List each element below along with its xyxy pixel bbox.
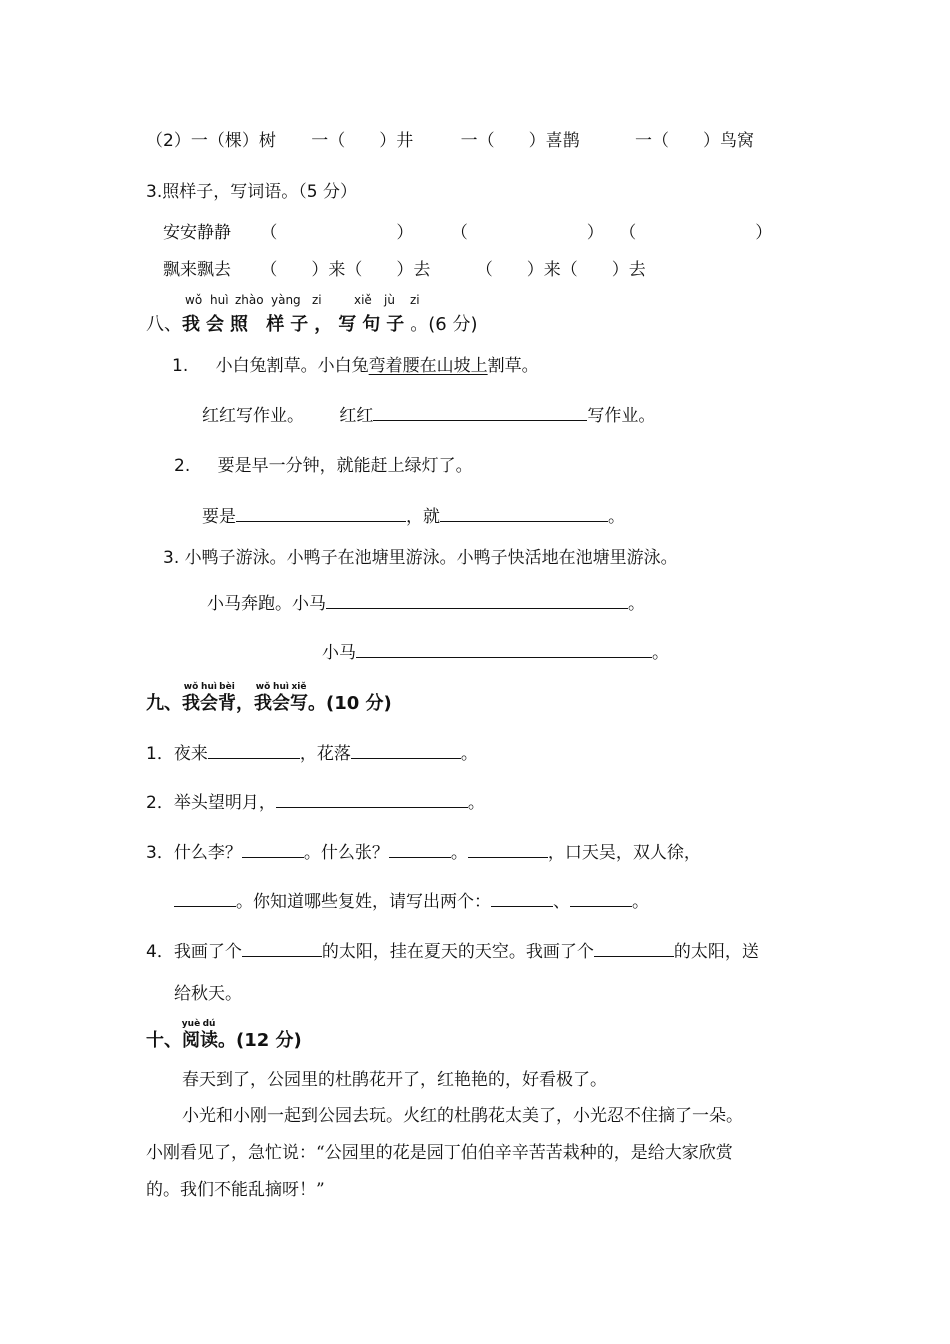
ruby-char (236, 693, 254, 715)
section-9-title (146, 682, 392, 715)
reading-paragraph-1: 春天到了，公园里的杜鹃花开了，红艳艳的，好看极了。 (182, 1070, 607, 1090)
prompt-text: 的太阳，挂在夏天的天空。我画了个 (321, 942, 594, 962)
ruby-pinyin: dú (202, 1019, 216, 1029)
pinyin: zi (410, 293, 420, 307)
prompt-text: 。 (652, 643, 669, 663)
ruby-char (181, 1019, 201, 1052)
prompt-text: ，就 (406, 507, 440, 527)
answer-blank[interactable] (242, 841, 304, 858)
pinyin: huì (210, 293, 229, 307)
recite-line-3 (146, 841, 701, 864)
prompt-text: 。 (460, 744, 478, 764)
ruby-char (290, 682, 308, 715)
section-number: 九、 (146, 693, 182, 714)
word-pattern-blank: （ ）来（ ）去 (260, 260, 431, 280)
ruby-base: 写 (290, 693, 308, 714)
prompt-text: 1．夜来 (146, 744, 208, 764)
prompt-text: ，口天吴，双人徐， (547, 843, 701, 863)
ruby-pinyin: wǒ (183, 682, 199, 692)
ruby-base: 我 (182, 693, 200, 714)
reading-paragraph-2-line-2: 小刚看见了，急忙说：“公园里的花是园丁伯伯辛辛苦苦栽种的，是给大家欣赏 (146, 1143, 733, 1163)
ruby-base: 我 (254, 693, 272, 714)
ruby-char (200, 1019, 218, 1052)
recite-line-2 (146, 791, 485, 814)
pinyin: xiě (354, 293, 372, 307)
prompt-text: 3．什么李？ (146, 843, 242, 863)
pinyin: zi (312, 293, 322, 307)
ruby-char (200, 682, 218, 715)
recite-line-1 (146, 742, 478, 765)
sentence-item-2-answer (202, 505, 625, 528)
ruby-char (254, 682, 272, 715)
ruby-base: 阅 (182, 1030, 200, 1051)
ruby-pinyin: xiě (291, 682, 307, 692)
prompt-text: 小马 (322, 643, 356, 663)
prompt-text: 。什么张？ (303, 843, 389, 863)
prompt-text: 。 (628, 594, 645, 614)
measure-word-blank-well: 一（ ）井 (311, 131, 414, 151)
ruby-char (272, 682, 290, 715)
answer-blank[interactable] (594, 940, 674, 957)
prompt-text: 写作业。 (587, 406, 656, 426)
prompt-text: 要是 (202, 507, 236, 527)
underlined-phrase: 弯着腰在山坡上 (368, 356, 488, 376)
word-pattern-example: 安安静静 (163, 223, 231, 243)
ruby-base: 读 (200, 1030, 218, 1051)
ruby-pinyin: wǒ (255, 682, 271, 692)
answer-blank[interactable] (468, 841, 548, 858)
ruby-base: 背 (218, 693, 236, 714)
prompt-text: 小马奔跑。小马 (207, 594, 326, 614)
item-number: 1. (172, 356, 189, 376)
sentence-item-3-answer-1 (207, 592, 645, 615)
prompt-text: 。你知道哪些复姓，请写出两个： (236, 892, 491, 912)
word-pattern-blank: （ ） (619, 223, 773, 243)
word-pattern-example: 飘来飘去 (163, 260, 231, 280)
prompt-text: 的太阳，送 (673, 942, 759, 962)
recite-line-3b (174, 890, 649, 913)
section-number: 八、 (146, 314, 182, 335)
measure-word-blank-magpie: 一（ ）喜鹊 (460, 131, 580, 151)
answer-blank[interactable] (373, 404, 587, 421)
answer-blank[interactable] (326, 592, 628, 609)
section-10-title (146, 1019, 302, 1052)
section-score: 。(6 分) (410, 314, 478, 335)
section-number: 十、 (146, 1030, 182, 1051)
reading-paragraph-2-line-3: 的。我们不能乱摘呀！” (146, 1180, 325, 1200)
prompt-text: 。 (467, 793, 485, 813)
measure-word-example: （2）一（棵）树 (146, 131, 276, 151)
answer-blank[interactable] (276, 791, 468, 808)
answer-blank[interactable] (236, 505, 406, 522)
answer-blank[interactable] (570, 890, 632, 907)
answer-blank[interactable] (351, 742, 461, 759)
measure-word-line (146, 130, 754, 152)
ruby-base: ， (236, 693, 254, 714)
answer-blank[interactable] (389, 841, 451, 858)
prompt-text: 2．举头望明月， (146, 793, 276, 813)
ruby-pinyin: huì (201, 682, 217, 692)
prompt-text: 红红 (339, 406, 374, 426)
ruby-char (182, 682, 200, 715)
answer-blank[interactable] (491, 890, 553, 907)
sentence-item-1-answer (202, 404, 655, 427)
pinyin: jù (384, 293, 395, 307)
pinyin: yàng (271, 293, 301, 307)
sentence-item-2 (174, 455, 473, 477)
reading-paragraph-2-line-1: 小光和小刚一起到公园去玩。火红的杜鹃花太美了，小光忍不住摘了一朵。 (182, 1106, 743, 1126)
prompt-text: 。 (450, 843, 468, 863)
item-number: 2. (174, 456, 191, 476)
sentence-item-3-answer-2 (322, 641, 669, 664)
prompt-text: 、 (553, 892, 570, 912)
prompt-text: ，花落 (299, 744, 351, 764)
ruby-pinyin: yuè (181, 1019, 201, 1029)
sentence-item-3: 3. 小鸭子游泳。小鸭子在池塘里游泳。小鸭子快活地在池塘里游泳。 (163, 548, 678, 568)
ruby-base: 会 (200, 693, 218, 714)
prompt-text: 。 (632, 892, 649, 912)
ruby-char (218, 682, 236, 715)
sentence-text: 割草。 (487, 356, 539, 376)
word-pattern-blank: （ ）来（ ）去 (475, 260, 646, 280)
recite-line-4b: 给秋天。 (174, 984, 242, 1004)
word-pattern-blank: （ ） (260, 223, 414, 243)
question-3-title: 3.照样子，写词语。（5 分） (146, 182, 357, 202)
answer-blank[interactable] (242, 940, 322, 957)
pinyin: zhào (235, 293, 264, 307)
pinyin: wǒ (185, 293, 203, 307)
prompt-text: 4．我画了个 (146, 942, 242, 962)
sentence-text: 小白兔割草。小白兔 (215, 356, 369, 376)
answer-blank[interactable] (356, 641, 652, 658)
ruby-base: 会 (272, 693, 290, 714)
section-score: 。(12 分) (218, 1030, 302, 1051)
word-pattern-blank: （ ） (450, 223, 604, 243)
section-score: 。(10 分) (308, 693, 392, 714)
ruby-pinyin: bèi (219, 682, 235, 692)
word-pattern-row-2 (163, 259, 646, 281)
prompt-text: 。 (608, 507, 625, 527)
sentence-text: 要是早一分钟，就能赶上绿灯了。 (217, 456, 473, 476)
section-8-title (146, 314, 478, 336)
measure-word-blank-nest: 一（ ）鸟窝 (635, 131, 755, 151)
recite-line-4 (146, 940, 759, 963)
answer-blank[interactable] (208, 742, 300, 759)
answer-blank[interactable] (440, 505, 608, 522)
ruby-pinyin: huì (273, 682, 289, 692)
word-pattern-row-1 (163, 222, 772, 244)
answer-blank[interactable] (174, 890, 236, 907)
sentence-item-1 (172, 355, 539, 377)
prompt-text: 红红写作业。 (202, 406, 304, 426)
section-title-text: 我会照 样子，写句子 (182, 314, 411, 335)
